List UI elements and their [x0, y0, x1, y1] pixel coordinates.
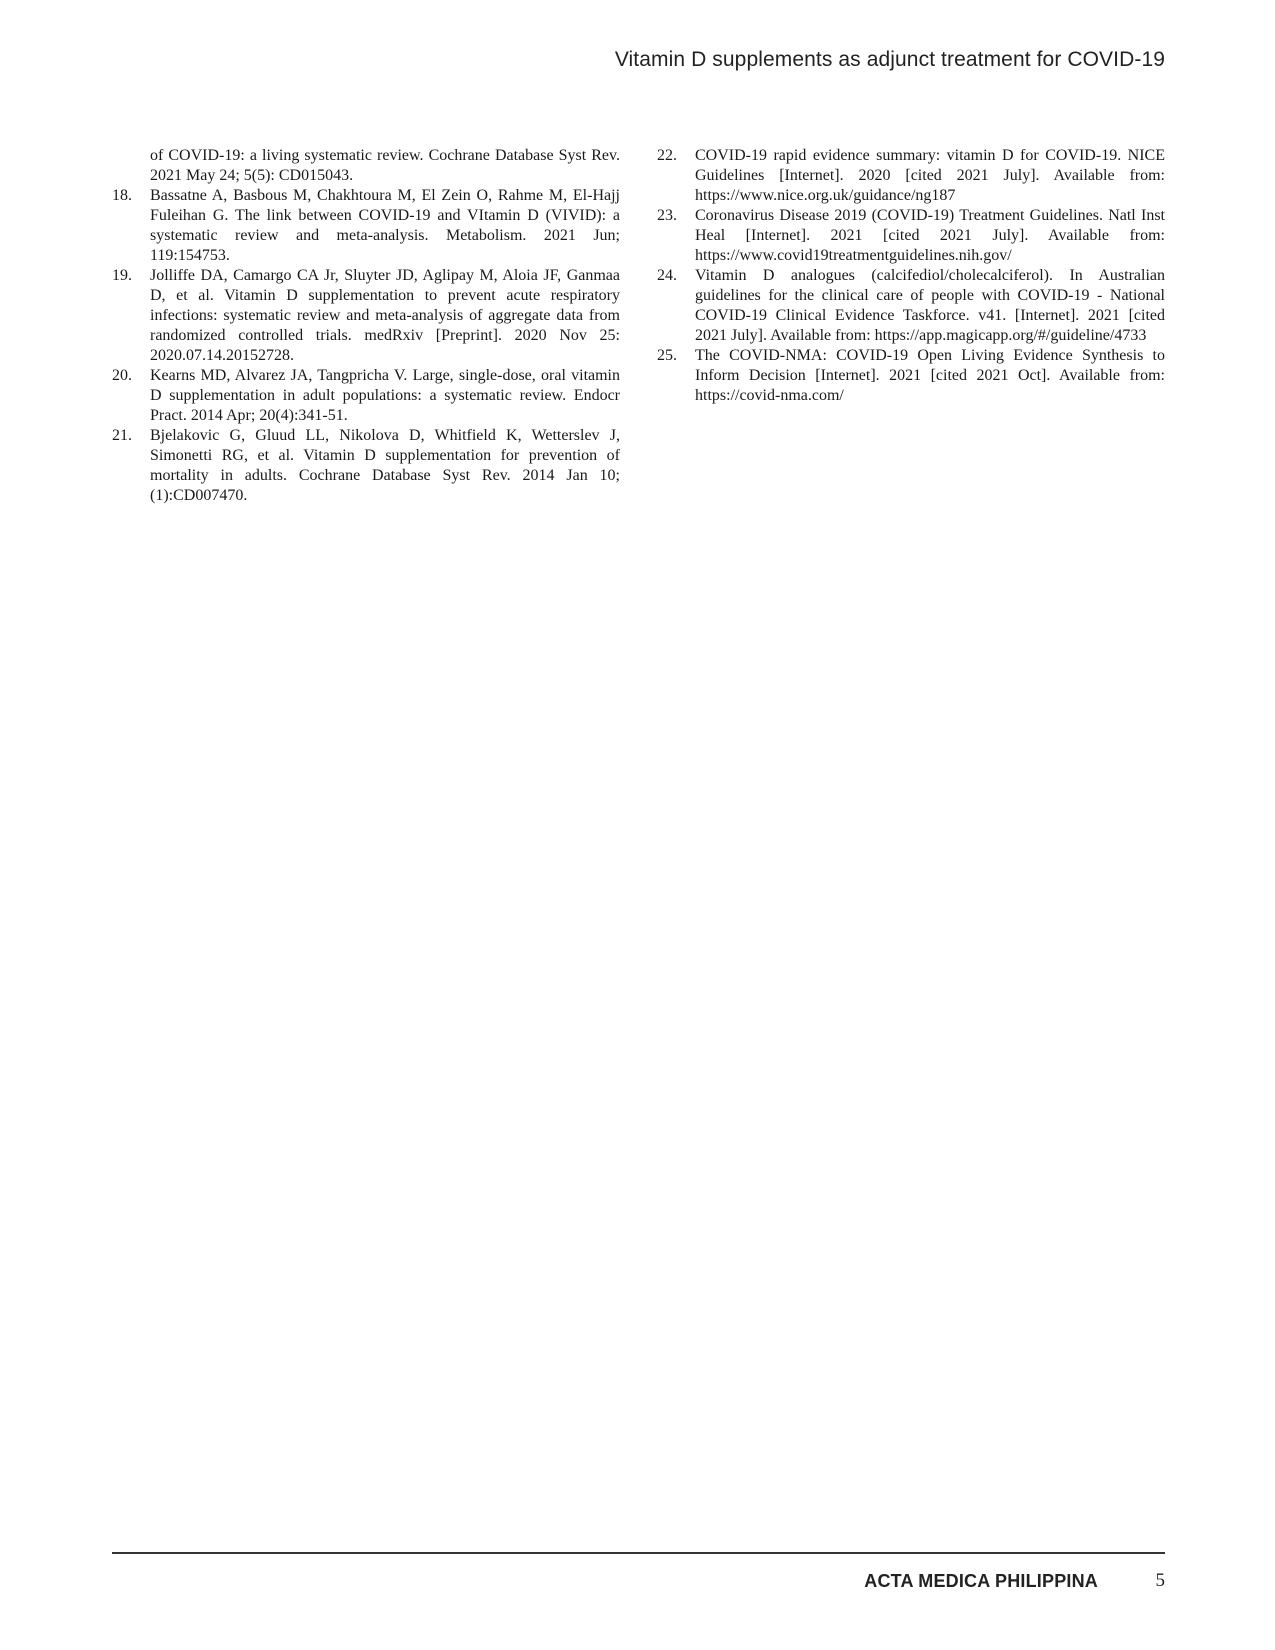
reference-item-24 [657, 266, 1165, 346]
reference-text: The COVID-NMA: COVID-19 Open Living Evidence Synthesis to Inform Decision [Internet]. 2021 [cited 2021 Oct]. Available from: https://covid-nma.com/ [695, 347, 1165, 404]
running-header-title: Vitamin D supplements as adjunct treatment for COVID-19 [614, 48, 1165, 71]
page-number: 5 [1155, 1570, 1165, 1591]
reference-number: 24. [657, 267, 677, 284]
reference-list-right [657, 146, 1165, 406]
reference-item-17-continued [112, 146, 620, 186]
reference-item-22 [657, 146, 1165, 206]
reference-list-left [112, 146, 620, 506]
reference-item-25 [657, 346, 1165, 406]
reference-number: 18. [112, 187, 132, 204]
references-left-column [112, 146, 620, 506]
reference-item-19 [112, 266, 620, 366]
reference-number: 20. [112, 367, 132, 384]
reference-number: 22. [657, 147, 677, 164]
reference-number: 25. [657, 347, 677, 364]
footer-divider [112, 1552, 1165, 1554]
reference-text: of COVID-19: a living systematic review. Cochrane Database Syst Rev. 2021 May 24; 5(5): CD015043. [150, 147, 620, 184]
reference-text: COVID-19 rapid evidence summary: vitamin D for COVID-19. NICE Guidelines [Internet]. 2020 [cited 2021 July]. Available from: https://www.nice.org.uk/guidance/ng187 [695, 147, 1165, 204]
reference-text: Coronavirus Disease 2019 (COVID-19) Treatment Guidelines. Natl Inst Heal [Internet]. 2021 [cited 2021 July]. Available from: https://www.covid19treatmentguidelines.nih.gov/ [695, 207, 1165, 264]
reference-number: 19. [112, 267, 132, 284]
reference-text: Bassatne A, Basbous M, Chakhtoura M, El Zein O, Rahme M, El-Hajj Fuleihan G. The link between COVID-19 and VItamin D (VIVID): a systematic review and meta-analysis. Metabolism. 2021 Jun; 119:154753. [150, 187, 620, 264]
reference-text: Bjelakovic G, Gluud LL, Nikolova D, Whitfield K, Wetterslev J, Simonetti RG, et al. Vitamin D supplementation for prevention of mortality in adults. Cochrane Database Syst Rev. 2014 Jan 10; (1):CD007470. [150, 427, 620, 504]
journal-name: ACTA MEDICA PHILIPPINA [864, 1571, 1098, 1591]
reference-text: Kearns MD, Alvarez JA, Tangpricha V. Large, single-dose, oral vitamin D supplementation in adult populations: a systematic review. Endocr Pract. 2014 Apr; 20(4):341-51. [150, 367, 620, 424]
reference-number: 21. [112, 427, 132, 444]
reference-item-20 [112, 366, 620, 426]
reference-text: Vitamin D analogues (calcifediol/cholecalciferol). In Australian guidelines for the clinical care of people with COVID-19 - National COVID-19 Clinical Evidence Taskforce. v41. [Internet]. 2021 [cited 2021 July]. Available from: https://app.magicapp.org/#/guideline/4733 [695, 267, 1165, 344]
reference-number: 23. [657, 207, 677, 224]
references-right-column [657, 146, 1165, 406]
reference-item-23 [657, 206, 1165, 266]
reference-text: Jolliffe DA, Camargo CA Jr, Sluyter JD, Aglipay M, Aloia JF, Ganmaa D, et al. Vitamin D supplementation to prevent acute respiratory infections: systematic review and meta-analysis of aggregate data from randomized controlled trials. medRxiv [Preprint]. 2020 Nov 25: 2020.07.14.20152728. [150, 267, 620, 364]
reference-item-21 [112, 426, 620, 506]
reference-item-18 [112, 186, 620, 266]
